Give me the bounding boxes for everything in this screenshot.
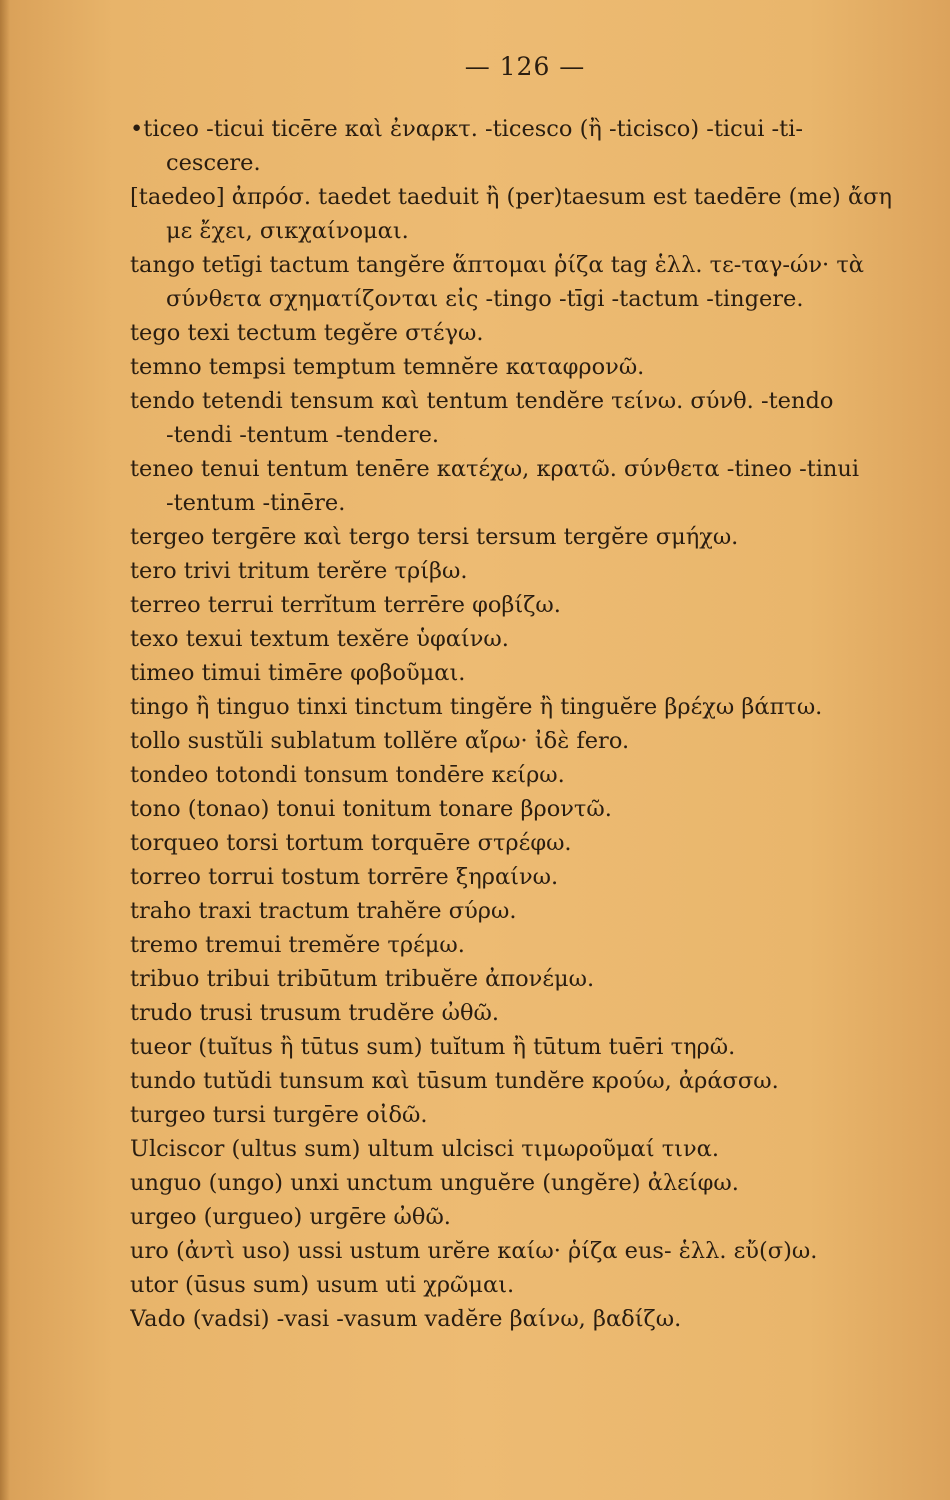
entry-line: texo texui textum texĕre ὑφαίνω. [130,626,509,652]
entry-line: utor (ūsus sum) usum uti χρῶμαι. [130,1272,515,1298]
entry-line: uro (ἀντὶ uso) ussi ustum urĕre καίω· ῥίζα eus- ἑλλ. εὔ(σ)ω. [130,1238,818,1264]
entry-line: tango tetīgi tactum tangĕre ἅπτομαι ῥίζα tag ἑλλ. τε-ταγ-ών· τὰ [130,252,864,278]
entry-line: cescere. [166,150,261,176]
page-edge-shadow [0,0,10,1500]
entry-line: tingo ἢ tinguo tinxi tinctum tingĕre ἢ tinguĕre βρέχω βάπτω. [130,694,823,720]
entry-line: -tentum -tinēre. [166,490,346,516]
entry-line: urgeo (urgueo) urgēre ὠθῶ. [130,1204,451,1230]
entry-line: με ἔχει, σικχαίνομαι. [166,218,409,244]
entry-line: tundo tutŭdi tunsum καὶ tūsum tundĕre κρούω, ἀράσσω. [130,1068,779,1094]
entry-line: tendo tetendi tensum καὶ tentum tendĕre τείνω. σύνθ. -tendo [130,388,834,414]
page-number: — 126 — [464,52,586,81]
dictionary-entries [130,112,948,1336]
entry-line: trudo trusi trusum trudĕre ὠθῶ. [130,1000,500,1026]
entry-line: temno tempsi temptum temnĕre καταφρονῶ. [130,354,645,380]
entry-line: tego texi tectum tegĕre στέγω. [130,320,484,346]
entry-line: σύνθετα σχηματίζονται εἰς -tingo -tīgi -tactum -tingere. [166,286,804,312]
entry-line: teneo tenui tentum tenēre κατέχω, κρατῶ. σύνθετα -tineo -tinui [130,456,860,482]
entry-line: tero trivi tritum terĕre τρίβω. [130,558,468,584]
entry-line: terreo terrui terrĭtum terrēre φοβίζω. [130,592,561,618]
entry-line: [taedeo] ἀπρόσ. taedet taeduit ἢ (per)taesum est taedēre (me) ἄση [130,184,893,210]
entry-line: tergeo tergēre καὶ tergo tersi tersum tergĕre σμήχω. [130,524,739,550]
entry-line: tono (tonao) tonui tonitum tonare βροντῶ. [130,796,612,822]
entry-line: unguo (ungo) unxi unctum unguĕre (ungĕre) ἀλείφω. [130,1170,739,1196]
entry-line: tueor (tuĭtus ἢ tūtus sum) tuĭtum ἢ tūtum tuēri τηρῶ. [130,1034,736,1060]
entry-line: tollo sustŭli sublatum tollĕre αἴρω· ἰδὲ fero. [130,728,630,754]
entry-line: timeo timui timēre φοβοῦμαι. [130,660,466,686]
entry-line: tremo tremui tremĕre τρέμω. [130,932,465,958]
entry-line: -tendi -tentum -tendere. [166,422,440,448]
entry-line: traho traxi tractum trahĕre σύρω. [130,898,517,924]
entry-line: Vado (vadsi) -vasi -vasum vadĕre βαίνω, βαδίζω. [130,1306,682,1332]
entry-line: torqueo torsi tortum torquēre στρέφω. [130,830,572,856]
entry-line: turgeo tursi turgēre οἰδῶ. [130,1102,428,1128]
entry-line: Ulciscor (ultus sum) ultum ulcisci τιμωροῦμαί τινα. [130,1136,720,1162]
entry-line: •ticeo -ticui ticēre καὶ ἐναρκτ. -ticesco (ἢ -ticisco) -ticui -ti- [130,116,804,142]
entry-line: tribuo tribui tribūtum tribuĕre ἀπονέμω. [130,966,595,992]
entry-line: tondeo totondi tonsum tondēre κείρω. [130,762,565,788]
entry-line: torreo torrui tostum torrēre ξηραίνω. [130,864,559,890]
